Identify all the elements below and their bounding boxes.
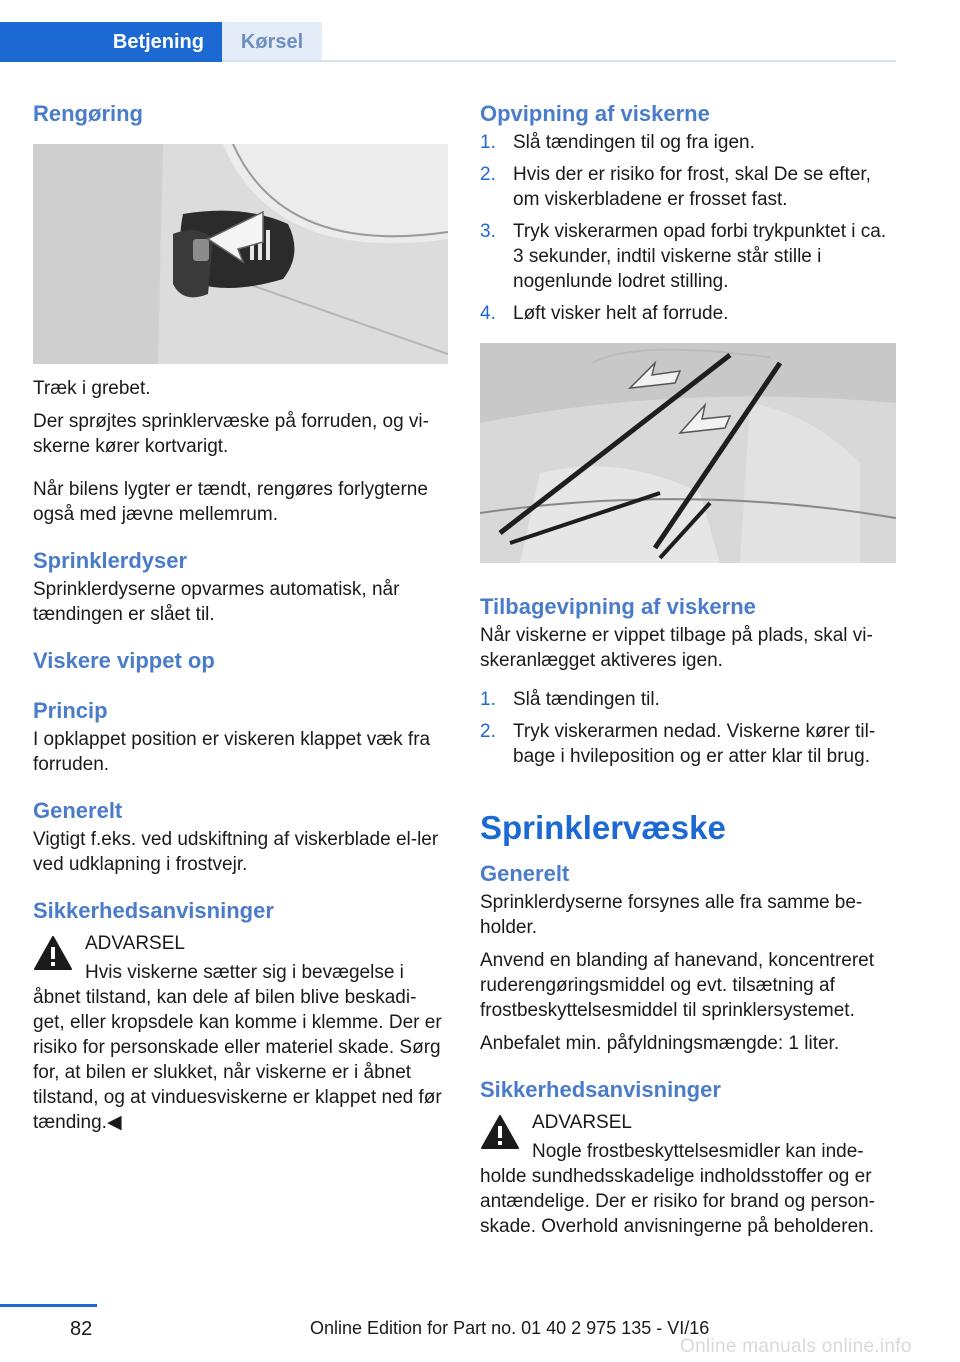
warning-block-right <box>480 1110 896 1164</box>
edition-text: Online Edition for Part no. 01 40 2 975 135 - VI/16 <box>310 1318 710 1338</box>
heading-sikkerhedsanvisninger: Sikkerhedsanvisninger <box>33 898 274 923</box>
windshield-wiper-drawing <box>480 343 896 563</box>
warning-title: ADVARSEL <box>85 933 185 954</box>
paragraph-traek: Træk i grebet. <box>33 378 151 399</box>
step-text: Hvis der er risiko for frost, skal De se efter, om viskerbladene er frosset fast. <box>513 164 871 210</box>
warning-block <box>33 931 448 985</box>
list-item <box>480 719 896 769</box>
step-text: Slå tændingen til. <box>513 689 660 710</box>
wiper-lever-illustration <box>33 144 448 364</box>
heading-generelt: Generelt <box>33 798 123 823</box>
warning-title: ADVARSEL <box>532 1112 632 1133</box>
paragraph-beholder: Sprinklerdyserne forsynes alle fra samme be‐holder. <box>480 892 863 938</box>
list-item <box>480 687 896 712</box>
step-number: 4. <box>480 303 496 324</box>
heading-opvipning: Opvipning af viskerne <box>480 101 710 126</box>
tab-korsel[interactable]: Kørsel <box>222 22 322 62</box>
step-number: 1. <box>480 132 496 153</box>
paragraph-forlygter: Når bilens lygter er tændt, rengøres forlygterne også med jævne mellemrum. <box>33 479 428 525</box>
watermark-text: Online manuals online.info <box>680 1336 912 1357</box>
warning-triangle-icon <box>480 1114 520 1150</box>
warning-first-line: Nogle frostbeskyttelsesmidler kan inde‐ <box>532 1141 864 1162</box>
step-number: 2. <box>480 164 496 185</box>
step-text: Tryk viskerarmen opad forbi trykpunktet i ca. 3 sekunder, indtil viskerne står stille i nogenlunde lodret stilling. <box>513 221 887 292</box>
warning-triangle-icon <box>33 935 73 971</box>
heading-princip: Princip <box>33 698 108 723</box>
header-tabs <box>0 22 896 62</box>
list-item <box>480 219 896 294</box>
list-item <box>480 162 896 212</box>
step-text: Løft visker helt af forrude. <box>513 303 729 324</box>
paragraph-tilbagevipning: Når viskerne er vippet tilbage på plads, skal vi‐skeranlægget aktiveres igen. <box>480 625 873 671</box>
paragraph-sprojtes: Der sprøjtes sprinklervæske på forruden, og vi‐skerne kører kortvarigt. <box>33 411 429 457</box>
page-number: 82 <box>70 1318 93 1340</box>
windshield-wiper-illustration <box>480 343 896 563</box>
steps-tilbagevipning <box>480 687 896 769</box>
step-number: 1. <box>480 689 496 710</box>
list-item <box>480 130 896 155</box>
warning-first-line: Hvis viskerne sætter sig i bevægelse i <box>85 962 404 983</box>
paragraph-paafyldning: Anbefalet min. påfyldningsmængde: 1 liter. <box>480 1033 840 1054</box>
paragraph-generelt: Vigtigt f.eks. ved udskiftning af viskerblade el‐ler ved udklapning i frostvejr. <box>33 829 439 875</box>
heading-generelt-right: Generelt <box>480 861 570 886</box>
heading-viskere-vippet-op: Viskere vippet op <box>33 648 215 673</box>
heading-tilbagevipning: Tilbagevipning af viskerne <box>480 594 756 619</box>
wiper-lever-drawing <box>33 144 448 364</box>
heading-sprinklerdyser: Sprinklerdyser <box>33 548 188 573</box>
step-number: 3. <box>480 221 496 242</box>
step-number: 2. <box>480 721 496 742</box>
step-text: Tryk viskerarmen nedad. Viskerne kører til‐bage i hvileposition og er atter klar til brug. <box>513 721 876 767</box>
paragraph-princip: I opklappet position er viskeren klappet væk fra forruden. <box>33 729 431 775</box>
heading-sikkerhedsanvisninger-right: Sikkerhedsanvisninger <box>480 1077 721 1102</box>
heading-rengoring: Rengøring <box>33 101 143 126</box>
list-item <box>480 301 896 326</box>
warning-text: åbnet tilstand, kan dele af bilen blive beskadi‐get, eller kropsdele kan komme i klemme. Der er risiko for personskade eller materiel skade. Sørg for, at bilen er slukket, når viskerne er i åbnet tilstand, og at vinduesviskerne er klappet ned før tænding.◀ <box>33 987 442 1133</box>
warning-text: holde sundhedsskadelige indholdsstoffer og er antændelige. Der er risiko for brand og person‐skade. Overhold anvisningerne på beholderen. <box>480 1166 875 1237</box>
footer-rule <box>0 1304 97 1307</box>
steps-opvipning <box>480 130 896 326</box>
header-divider <box>222 60 896 62</box>
step-text: Slå tændingen til og fra igen. <box>513 132 755 153</box>
heading-sprinklervaeske: Sprinklervæske <box>480 809 726 846</box>
left-column <box>33 98 448 1135</box>
paragraph-blanding: Anvend en blanding af hanevand, koncentreret ruderengøringsmiddel og evt. tilsætning af frostbeskyttelsesmiddel til sprinklersystemet. <box>480 950 875 1021</box>
paragraph-sprinklerdyser: Sprinklerdyserne opvarmes automatisk, når tændingen er slået til. <box>33 579 400 625</box>
tab-betjening[interactable]: Betjening <box>0 22 222 62</box>
right-column <box>480 98 896 1239</box>
